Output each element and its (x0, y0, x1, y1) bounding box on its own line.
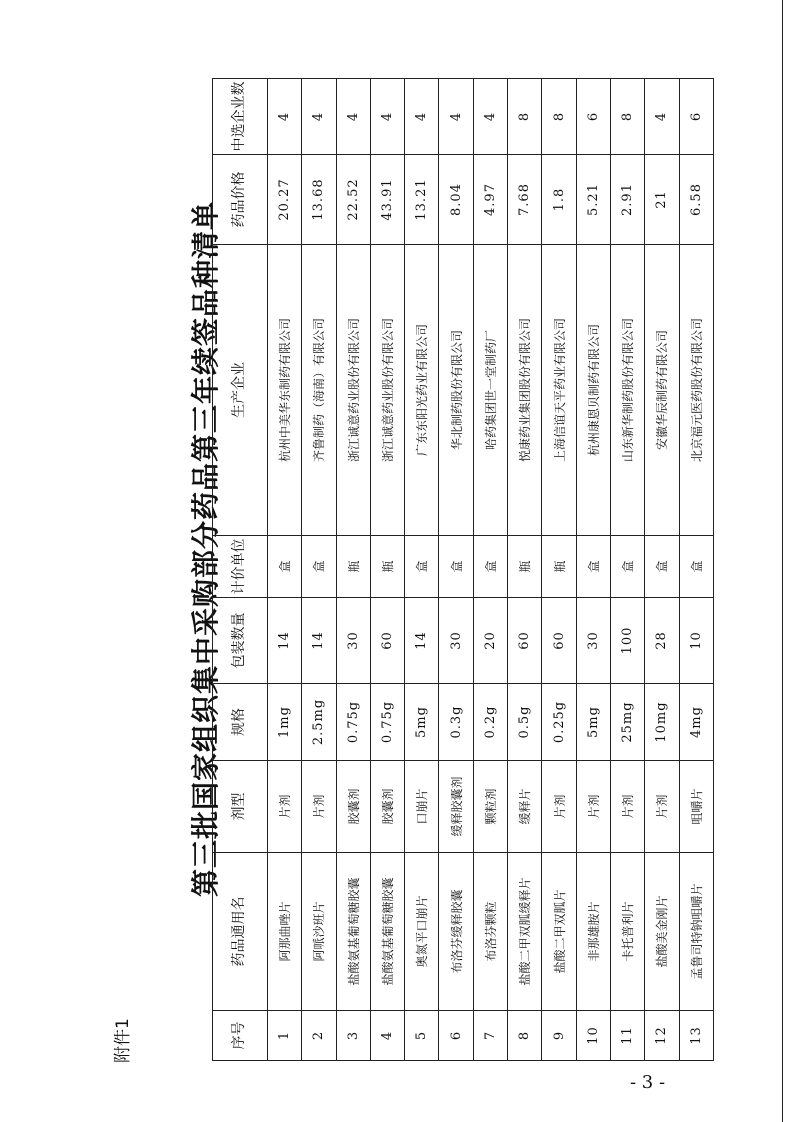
cell-dosage-form: 缓释片 (508, 761, 542, 853)
table-row (439, 79, 473, 1061)
cell-price: 2.91 (610, 155, 644, 245)
cell-dosage-form: 片剂 (576, 761, 610, 853)
cell-selected-companies: 8 (610, 79, 644, 155)
cell-pricing-unit: 盒 (302, 536, 336, 598)
cell-package-quantity: 60 (370, 598, 404, 684)
header-selected-companies: 中选企业数 (213, 79, 268, 155)
cell-drug-name: 非那雄胺片 (576, 853, 610, 1011)
cell-pricing-unit: 瓶 (336, 536, 370, 598)
cell-pricing-unit: 盒 (268, 536, 302, 598)
table-header-row (213, 79, 268, 1061)
cell-package-quantity: 30 (576, 598, 610, 684)
cell-index: 1 (268, 1011, 302, 1061)
cell-manufacturer: 齐鲁制药（海南）有限公司 (302, 245, 336, 536)
cell-price: 8.04 (439, 155, 473, 245)
cell-pricing-unit: 瓶 (542, 536, 576, 598)
cell-drug-name: 盐酸二甲双胍片 (542, 853, 576, 1011)
page-edge-line (782, 0, 783, 1122)
cell-selected-companies: 4 (302, 79, 336, 155)
cell-package-quantity: 20 (473, 598, 507, 684)
cell-selected-companies: 4 (336, 79, 370, 155)
cell-price: 21 (645, 155, 679, 245)
cell-drug-name: 盐酸二甲双胍缓释片 (508, 853, 542, 1011)
cell-package-quantity: 14 (268, 598, 302, 684)
cell-index: 4 (370, 1011, 404, 1061)
cell-manufacturer: 杭州康恩贝制药有限公司 (576, 245, 610, 536)
table-row (336, 79, 370, 1061)
document-title: 第三批国家组织集中采购部分药品第三年续签品种清单 (189, 200, 222, 897)
cell-pricing-unit: 盒 (576, 536, 610, 598)
cell-dosage-form: 咀嚼片 (679, 761, 713, 853)
table-row (542, 79, 576, 1061)
table-row (576, 79, 610, 1061)
cell-manufacturer: 广东东阳光药业有限公司 (405, 245, 439, 536)
cell-pricing-unit: 盒 (473, 536, 507, 598)
cell-dosage-form: 缓释胶囊剂 (439, 761, 473, 853)
header-index: 序号 (213, 1011, 268, 1061)
cell-pricing-unit: 瓶 (370, 536, 404, 598)
cell-specification: 2.5mg (302, 684, 336, 761)
cell-package-quantity: 30 (439, 598, 473, 684)
cell-selected-companies: 4 (645, 79, 679, 155)
cell-manufacturer: 华北制药股份有限公司 (439, 245, 473, 536)
cell-index: 10 (576, 1011, 610, 1061)
table-row (610, 79, 644, 1061)
cell-package-quantity: 30 (336, 598, 370, 684)
cell-pricing-unit: 盒 (679, 536, 713, 598)
cell-drug-name: 布洛芬缓释胶囊 (439, 853, 473, 1011)
cell-specification: 1mg (268, 684, 302, 761)
cell-index: 8 (508, 1011, 542, 1061)
header-dosage-form: 剂型 (213, 761, 268, 853)
cell-specification: 0.5g (508, 684, 542, 761)
cell-price: 22.52 (336, 155, 370, 245)
cell-package-quantity: 14 (302, 598, 336, 684)
cell-price: 5.21 (576, 155, 610, 245)
cell-price: 4.97 (473, 155, 507, 245)
cell-specification: 25mg (610, 684, 644, 761)
header-drug-name: 药品通用名 (213, 853, 268, 1011)
cell-dosage-form: 片剂 (268, 761, 302, 853)
table-row (405, 79, 439, 1061)
cell-manufacturer: 浙江诚意药业股份有限公司 (336, 245, 370, 536)
cell-dosage-form: 胶囊剂 (370, 761, 404, 853)
cell-drug-name: 布洛芬颗粒 (473, 853, 507, 1011)
cell-drug-name: 盐酸美金刚片 (645, 853, 679, 1011)
cell-index: 11 (610, 1011, 644, 1061)
cell-index: 13 (679, 1011, 713, 1061)
cell-drug-name: 孟鲁司特钠咀嚼片 (679, 853, 713, 1011)
cell-manufacturer: 哈药集团世一堂制药厂 (473, 245, 507, 536)
cell-index: 12 (645, 1011, 679, 1061)
cell-selected-companies: 4 (439, 79, 473, 155)
cell-manufacturer: 山东新华制药股份有限公司 (610, 245, 644, 536)
cell-package-quantity: 60 (542, 598, 576, 684)
table-row (473, 79, 507, 1061)
table-row (645, 79, 679, 1061)
cell-drug-name: 盐酸氨基葡萄糖胶囊 (370, 853, 404, 1011)
cell-selected-companies: 6 (576, 79, 610, 155)
cell-manufacturer: 北京福元医药股份有限公司 (679, 245, 713, 536)
page-number: - 3 - (630, 1072, 666, 1093)
table-row (370, 79, 404, 1061)
cell-index: 9 (542, 1011, 576, 1061)
cell-price: 7.68 (508, 155, 542, 245)
cell-dosage-form: 片剂 (610, 761, 644, 853)
header-price: 药品价格 (213, 155, 268, 245)
cell-dosage-form: 口崩片 (405, 761, 439, 853)
cell-price: 6.58 (679, 155, 713, 245)
cell-package-quantity: 28 (645, 598, 679, 684)
cell-drug-name: 奥氮平口崩片 (405, 853, 439, 1011)
cell-manufacturer: 悦康药业集团股份有限公司 (508, 245, 542, 536)
cell-price: 13.68 (302, 155, 336, 245)
cell-package-quantity: 100 (610, 598, 644, 684)
cell-index: 2 (302, 1011, 336, 1061)
cell-selected-companies: 4 (473, 79, 507, 155)
cell-pricing-unit: 盒 (405, 536, 439, 598)
cell-index: 5 (405, 1011, 439, 1061)
cell-selected-companies: 6 (679, 79, 713, 155)
cell-specification: 0.25g (542, 684, 576, 761)
cell-package-quantity: 60 (508, 598, 542, 684)
cell-specification: 5mg (576, 684, 610, 761)
cell-selected-companies: 8 (542, 79, 576, 155)
cell-index: 6 (439, 1011, 473, 1061)
drug-list-table (212, 78, 714, 1061)
cell-package-quantity: 14 (405, 598, 439, 684)
cell-index: 7 (473, 1011, 507, 1061)
cell-dosage-form: 胶囊剂 (336, 761, 370, 853)
cell-price: 43.91 (370, 155, 404, 245)
cell-specification: 4mg (679, 684, 713, 761)
cell-dosage-form: 片剂 (542, 761, 576, 853)
header-pricing-unit: 计价单位 (213, 536, 268, 598)
cell-pricing-unit: 瓶 (508, 536, 542, 598)
cell-specification: 5mg (405, 684, 439, 761)
cell-dosage-form: 颗粒剂 (473, 761, 507, 853)
cell-manufacturer: 杭州中美华东制药有限公司 (268, 245, 302, 536)
cell-index: 3 (336, 1011, 370, 1061)
cell-pricing-unit: 盒 (439, 536, 473, 598)
cell-drug-name: 盐酸氨基葡萄糖胶囊 (336, 853, 370, 1011)
cell-price: 13.21 (405, 155, 439, 245)
cell-selected-companies: 4 (405, 79, 439, 155)
cell-specification: 0.75g (370, 684, 404, 761)
cell-specification: 0.75g (336, 684, 370, 761)
cell-dosage-form: 片剂 (302, 761, 336, 853)
cell-selected-companies: 4 (370, 79, 404, 155)
drug-list-table-wrapper (212, 79, 714, 1061)
cell-package-quantity: 10 (679, 598, 713, 684)
cell-drug-name: 卡托普利片 (610, 853, 644, 1011)
cell-drug-name: 阿那曲唑片 (268, 853, 302, 1011)
header-manufacturer: 生产企业 (213, 245, 268, 536)
cell-selected-companies: 4 (268, 79, 302, 155)
cell-specification: 0.3g (439, 684, 473, 761)
cell-manufacturer: 浙江诚意药业股份有限公司 (370, 245, 404, 536)
header-package-quantity: 包装数量 (213, 598, 268, 684)
cell-manufacturer: 安徽华辰制药有限公司 (645, 245, 679, 536)
cell-manufacturer: 上海信谊天平药业有限公司 (542, 245, 576, 536)
header-specification: 规格 (213, 684, 268, 761)
table-row (268, 79, 302, 1061)
cell-dosage-form: 片剂 (645, 761, 679, 853)
annex-label: 附件1 (113, 1018, 133, 1063)
cell-drug-name: 阿哌沙班片 (302, 853, 336, 1011)
cell-pricing-unit: 盒 (610, 536, 644, 598)
cell-price: 1.8 (542, 155, 576, 245)
cell-specification: 0.2g (473, 684, 507, 761)
table-row (302, 79, 336, 1061)
table-row (679, 79, 713, 1061)
cell-pricing-unit: 盒 (645, 536, 679, 598)
cell-price: 20.27 (268, 155, 302, 245)
cell-specification: 10mg (645, 684, 679, 761)
cell-selected-companies: 8 (508, 79, 542, 155)
table-row (508, 79, 542, 1061)
